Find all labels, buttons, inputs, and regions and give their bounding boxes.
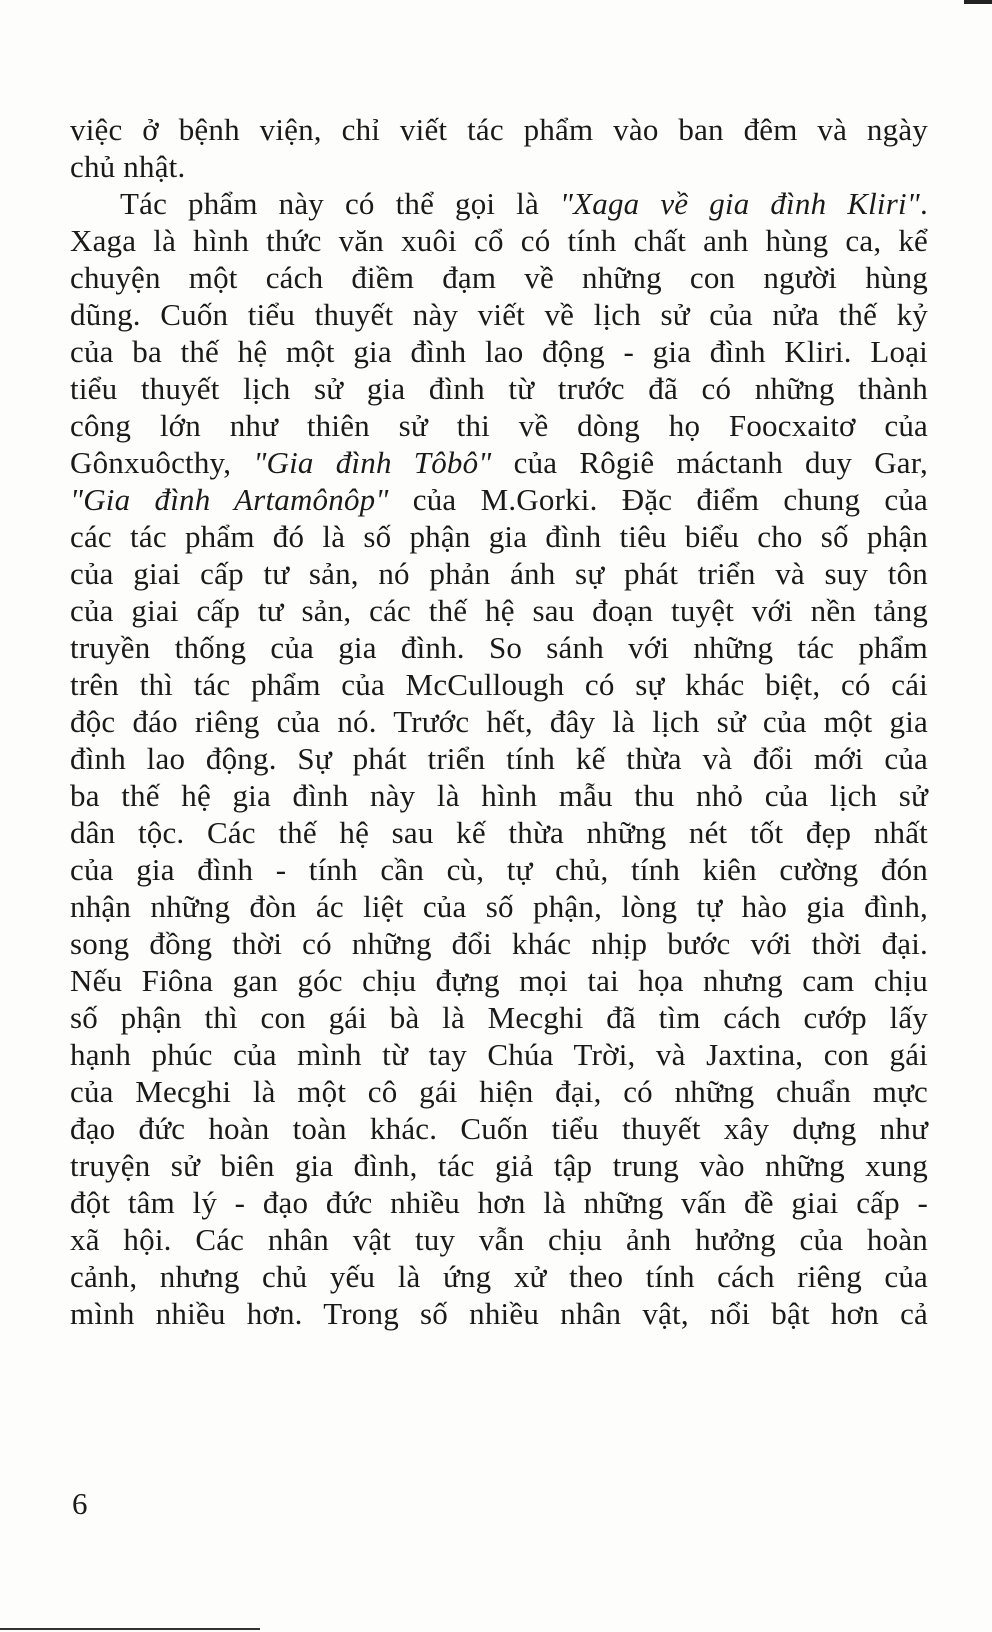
text-line: truyền thống của gia đình. So sánh với những tác phẩm (70, 630, 928, 665)
text-line: độc đáo riêng của nó. Trước hết, đây là lịch sử của một gia (70, 704, 928, 739)
text-line: đột tâm lý - đạo đức nhiều hơn là những vấn đề giai cấp - (70, 1185, 928, 1220)
text-line: nhận những đòn ác liệt của số phận, lòng tự hào gia đình, (70, 889, 928, 924)
text-line: của giai cấp tư sản, các thế hệ sau đoạn tuyệt với nền tảng (70, 593, 928, 628)
text-line: số phận thì con gái bà là Mecghi đã tìm cách cướp lấy (70, 1000, 928, 1035)
text-line: công lớn như thiên sử thi về dòng họ Foocxaitơ của (70, 408, 928, 443)
text-line: hạnh phúc của mình từ tay Chúa Trời, và Jaxtina, con gái (70, 1037, 928, 1072)
text-line: dân tộc. Các thế hệ sau kế thừa những nét tốt đẹp nhất (70, 815, 928, 850)
text-line: mình nhiều hơn. Trong số nhiều nhân vật, nổi bật hơn cả (70, 1296, 928, 1331)
scan-edge-mark (964, 0, 992, 4)
text-line: đình lao động. Sự phát triển tính kế thừa và đổi mới của (70, 741, 928, 776)
text-line: chủ nhật. (70, 149, 186, 184)
text-line: Nếu Fiôna gan góc chịu đựng mọi tai họa nhưng cam chịu (70, 963, 928, 998)
text-line: ba thế hệ gia đình này là hình mẫu thu nhỏ của lịch sử (70, 778, 928, 813)
text-line: dũng. Cuốn tiểu thuyết này viết về lịch sử của nửa thế kỷ (70, 297, 928, 332)
text-line: Gônxuôcthy, "Gia đình Tôbô" của Rôgiê máctanh duy Gar, (70, 445, 928, 480)
body-text (70, 111, 928, 1332)
text-line: xã hội. Các nhân vật tuy vẫn chịu ảnh hưởng của hoàn (70, 1222, 928, 1257)
scan-edge-line (0, 1628, 260, 1630)
text-line: Tác phẩm này có thể gọi là "Xaga về gia đình Kliri". (120, 186, 928, 221)
text-line: tiểu thuyết lịch sử gia đình từ trước đã có những thành (70, 371, 928, 406)
text-line: song đồng thời có những đổi khác nhịp bước với thời đại. (70, 926, 928, 961)
text-line: Xaga là hình thức văn xuôi cổ có tính chất anh hùng ca, kể (70, 223, 928, 258)
text-line: của gia đình - tính cần cù, tự chủ, tính kiên cường đón (70, 852, 928, 887)
text-line: "Gia đình Artamônôp" của M.Gorki. Đặc điểm chung của (70, 482, 928, 517)
text-line: của giai cấp tư sản, nó phản ánh sự phát triển và suy tôn (70, 556, 928, 591)
text-line: truyện sử biên gia đình, tác giả tập trung vào những xung (70, 1148, 928, 1183)
text-line: chuyện một cách điềm đạm về những con người hùng (70, 260, 928, 295)
text-line: của ba thế hệ một gia đình lao động - gia đình Kliri. Loại (70, 334, 928, 369)
text-line: việc ở bệnh viện, chỉ viết tác phẩm vào ban đêm và ngày (70, 112, 928, 147)
text-line: cảnh, nhưng chủ yếu là ứng xử theo tính cách riêng của (70, 1259, 928, 1294)
text-line: các tác phẩm đó là số phận gia đình tiêu biểu cho số phận (70, 519, 928, 554)
text-line: của Mecghi là một cô gái hiện đại, có những chuẩn mực (70, 1074, 928, 1109)
text-line: trên thì tác phẩm của McCullough có sự khác biệt, có cái (70, 667, 928, 702)
text-line: đạo đức hoàn toàn khác. Cuốn tiểu thuyết xây dựng như (70, 1111, 928, 1146)
page-number: 6 (72, 1486, 88, 1521)
